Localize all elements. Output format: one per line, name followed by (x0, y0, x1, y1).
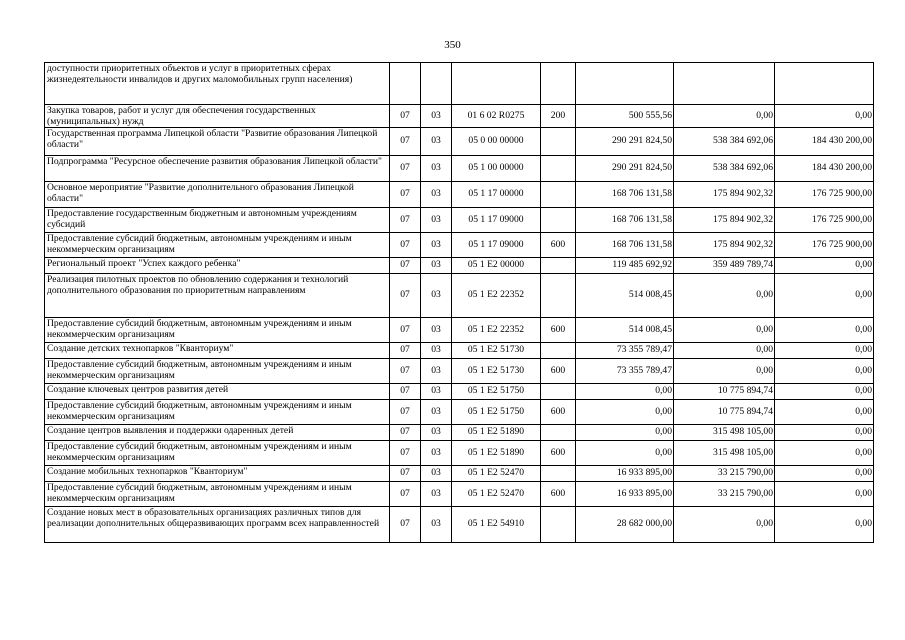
target-article-cell: 05 1 E2 00000 (452, 258, 541, 274)
amount-year3-cell: 0,00 (775, 274, 874, 318)
row-name-cell: Предоставление субсидий бюджетным, автономным учреждениям и иным некоммерческим организациям (45, 233, 390, 258)
target-article-cell: 05 1 E2 54910 (452, 507, 541, 543)
row-name-cell: Предоставление субсидий бюджетным, автономным учреждениям и иным некоммерческим организациям (45, 318, 390, 343)
razdel-cell: 07 (390, 318, 421, 343)
podrazdel-cell: 03 (421, 156, 452, 182)
razdel-cell: 07 (390, 233, 421, 258)
amount-year1-cell: 73 355 789,47 (576, 343, 674, 359)
amount-year3-cell: 0,00 (775, 384, 874, 400)
podrazdel-cell: 03 (421, 274, 452, 318)
amount-year3-cell: 0,00 (775, 425, 874, 441)
razdel-cell: 07 (390, 441, 421, 466)
row-name-cell: Создание центров выявления и поддержки одаренных детей (45, 425, 390, 441)
amount-year3-cell: 0,00 (775, 105, 874, 128)
target-article-cell: 05 0 00 00000 (452, 128, 541, 156)
table-row (45, 63, 874, 105)
page-number: 350 (444, 39, 461, 51)
amount-year2-cell: 0,00 (674, 359, 775, 384)
amount-year1-cell: 0,00 (576, 425, 674, 441)
podrazdel-cell: 03 (421, 182, 452, 208)
podrazdel-cell: 03 (421, 258, 452, 274)
podrazdel-cell: 03 (421, 384, 452, 400)
amount-year2-cell: 175 894 902,32 (674, 182, 775, 208)
row-name-cell: Государственная программа Липецкой области "Развитие образования Липецкой области" (45, 128, 390, 156)
amount-year1-cell: 514 008,45 (576, 318, 674, 343)
budget-table (44, 62, 874, 543)
amount-year2-cell: 0,00 (674, 105, 775, 128)
expense-type-cell (541, 466, 576, 482)
table-row (45, 105, 874, 128)
row-name-cell: Закупка товаров, работ и услуг для обеспечения государственных (муниципальных) нужд (45, 105, 390, 128)
razdel-cell: 07 (390, 384, 421, 400)
table-row (45, 400, 874, 425)
amount-year3-cell: 176 725 900,00 (775, 208, 874, 233)
razdel-cell: 07 (390, 208, 421, 233)
amount-year3-cell: 0,00 (775, 400, 874, 425)
expense-type-cell: 600 (541, 441, 576, 466)
podrazdel-cell: 03 (421, 233, 452, 258)
table-row (45, 343, 874, 359)
amount-year1-cell: 119 485 692,92 (576, 258, 674, 274)
row-name-cell: Реализация пилотных проектов по обновлению содержания и технологий дополнительного образования по приоритетным направлениям (45, 274, 390, 318)
razdel-cell: 07 (390, 482, 421, 507)
row-name-cell: Создание мобильных технопарков "Кванториум" (45, 466, 390, 482)
podrazdel-cell: 03 (421, 105, 452, 128)
amount-year2-cell: 10 775 894,74 (674, 400, 775, 425)
expense-type-cell (541, 258, 576, 274)
amount-year1-cell: 514 008,45 (576, 274, 674, 318)
amount-year1-cell: 16 933 895,00 (576, 466, 674, 482)
amount-year2-cell (674, 63, 775, 105)
amount-year1-cell: 290 291 824,50 (576, 156, 674, 182)
amount-year2-cell: 538 384 692,06 (674, 128, 775, 156)
amount-year1-cell: 0,00 (576, 441, 674, 466)
target-article-cell (452, 63, 541, 105)
razdel-cell: 07 (390, 156, 421, 182)
razdel-cell: 07 (390, 105, 421, 128)
expense-type-cell: 600 (541, 482, 576, 507)
row-name-cell: Региональный проект "Успех каждого ребенка" (45, 258, 390, 274)
podrazdel-cell: 03 (421, 208, 452, 233)
amount-year2-cell: 33 215 790,00 (674, 466, 775, 482)
target-article-cell: 05 1 17 00000 (452, 182, 541, 208)
amount-year2-cell: 33 215 790,00 (674, 482, 775, 507)
expense-type-cell: 600 (541, 318, 576, 343)
table-row (45, 359, 874, 384)
amount-year1-cell (576, 63, 674, 105)
razdel-cell: 07 (390, 182, 421, 208)
expense-type-cell (541, 208, 576, 233)
amount-year3-cell: 0,00 (775, 482, 874, 507)
expense-type-cell: 600 (541, 233, 576, 258)
amount-year3-cell (775, 63, 874, 105)
target-article-cell: 05 1 E2 22352 (452, 318, 541, 343)
razdel-cell: 07 (390, 128, 421, 156)
razdel-cell: 07 (390, 258, 421, 274)
table-row (45, 425, 874, 441)
podrazdel-cell: 03 (421, 128, 452, 156)
amount-year3-cell: 0,00 (775, 258, 874, 274)
table-row (45, 318, 874, 343)
row-name-cell: Предоставление государственным бюджетным и автономным учреждениям субсидий (45, 208, 390, 233)
amount-year2-cell: 538 384 692,06 (674, 156, 775, 182)
target-article-cell: 01 6 02 R0275 (452, 105, 541, 128)
podrazdel-cell: 03 (421, 507, 452, 543)
amount-year3-cell: 176 725 900,00 (775, 233, 874, 258)
row-name-cell: Предоставление субсидий бюджетным, автономным учреждениям и иным некоммерческим организациям (45, 482, 390, 507)
amount-year1-cell: 0,00 (576, 400, 674, 425)
table-row (45, 441, 874, 466)
target-article-cell: 05 1 E2 51730 (452, 343, 541, 359)
razdel-cell: 07 (390, 507, 421, 543)
target-article-cell: 05 1 17 09000 (452, 208, 541, 233)
expense-type-cell: 600 (541, 359, 576, 384)
amount-year2-cell: 359 489 789,74 (674, 258, 775, 274)
row-name-cell: доступности приоритетных объектов и услуг в приоритетных сферах жизнедеятельности инвалидов и других маломобильных групп населения) (45, 63, 390, 105)
expense-type-cell (541, 384, 576, 400)
amount-year2-cell: 10 775 894,74 (674, 384, 775, 400)
table-row (45, 128, 874, 156)
expense-type-cell (541, 182, 576, 208)
podrazdel-cell: 03 (421, 400, 452, 425)
razdel-cell: 07 (390, 466, 421, 482)
amount-year3-cell: 184 430 200,00 (775, 156, 874, 182)
amount-year1-cell: 73 355 789,47 (576, 359, 674, 384)
expense-type-cell (541, 425, 576, 441)
budget-table-body (45, 63, 874, 543)
amount-year2-cell: 0,00 (674, 318, 775, 343)
amount-year1-cell: 168 706 131,58 (576, 233, 674, 258)
razdel-cell: 07 (390, 400, 421, 425)
row-name-cell: Подпрограмма "Ресурсное обеспечение развития образования Липецкой области" (45, 156, 390, 182)
table-row (45, 384, 874, 400)
row-name-cell: Предоставление субсидий бюджетным, автономным учреждениям и иным некоммерческим организациям (45, 359, 390, 384)
amount-year2-cell: 315 498 105,00 (674, 441, 775, 466)
target-article-cell: 05 1 00 00000 (452, 156, 541, 182)
amount-year3-cell: 0,00 (775, 466, 874, 482)
podrazdel-cell: 03 (421, 441, 452, 466)
table-row (45, 466, 874, 482)
podrazdel-cell: 03 (421, 318, 452, 343)
expense-type-cell (541, 507, 576, 543)
podrazdel-cell: 03 (421, 343, 452, 359)
amount-year3-cell: 0,00 (775, 318, 874, 343)
amount-year1-cell: 500 555,56 (576, 105, 674, 128)
razdel-cell: 07 (390, 343, 421, 359)
row-name-cell: Предоставление субсидий бюджетным, автономным учреждениям и иным некоммерческим организациям (45, 441, 390, 466)
table-row (45, 507, 874, 543)
amount-year3-cell: 0,00 (775, 359, 874, 384)
amount-year2-cell: 0,00 (674, 274, 775, 318)
podrazdel-cell: 03 (421, 482, 452, 507)
expense-type-cell (541, 63, 576, 105)
amount-year1-cell: 168 706 131,58 (576, 182, 674, 208)
row-name-cell: Предоставление субсидий бюджетным, автономным учреждениям и иным некоммерческим организациям (45, 400, 390, 425)
target-article-cell: 05 1 E2 51890 (452, 441, 541, 466)
table-row (45, 258, 874, 274)
podrazdel-cell (421, 63, 452, 105)
expense-type-cell (541, 156, 576, 182)
target-article-cell: 05 1 E2 52470 (452, 466, 541, 482)
amount-year2-cell: 0,00 (674, 507, 775, 543)
target-article-cell: 05 1 E2 22352 (452, 274, 541, 318)
amount-year3-cell: 176 725 900,00 (775, 182, 874, 208)
podrazdel-cell: 03 (421, 425, 452, 441)
expense-type-cell: 200 (541, 105, 576, 128)
amount-year2-cell: 175 894 902,32 (674, 208, 775, 233)
target-article-cell: 05 1 E2 51750 (452, 384, 541, 400)
razdel-cell (390, 63, 421, 105)
amount-year3-cell: 184 430 200,00 (775, 128, 874, 156)
table-row (45, 233, 874, 258)
amount-year2-cell: 0,00 (674, 343, 775, 359)
amount-year3-cell: 0,00 (775, 507, 874, 543)
table-row (45, 182, 874, 208)
table-row (45, 482, 874, 507)
amount-year2-cell: 315 498 105,00 (674, 425, 775, 441)
row-name-cell: Создание новых мест в образовательных организациях различных типов для реализации дополнительных общеразвивающих программ всех направленностей (45, 507, 390, 543)
expense-type-cell (541, 274, 576, 318)
target-article-cell: 05 1 17 09000 (452, 233, 541, 258)
razdel-cell: 07 (390, 359, 421, 384)
podrazdel-cell: 03 (421, 359, 452, 384)
row-name-cell: Создание детских технопарков "Кванториум" (45, 343, 390, 359)
amount-year1-cell: 168 706 131,58 (576, 208, 674, 233)
row-name-cell: Создание ключевых центров развития детей (45, 384, 390, 400)
amount-year1-cell: 28 682 000,00 (576, 507, 674, 543)
target-article-cell: 05 1 E2 51750 (452, 400, 541, 425)
amount-year3-cell: 0,00 (775, 343, 874, 359)
amount-year1-cell: 0,00 (576, 384, 674, 400)
amount-year2-cell: 175 894 902,32 (674, 233, 775, 258)
amount-year1-cell: 290 291 824,50 (576, 128, 674, 156)
target-article-cell: 05 1 E2 52470 (452, 482, 541, 507)
table-row (45, 208, 874, 233)
row-name-cell: Основное мероприятие "Развитие дополнительного образования Липецкой области" (45, 182, 390, 208)
amount-year1-cell: 16 933 895,00 (576, 482, 674, 507)
razdel-cell: 07 (390, 425, 421, 441)
table-row (45, 274, 874, 318)
expense-type-cell (541, 343, 576, 359)
podrazdel-cell: 03 (421, 466, 452, 482)
target-article-cell: 05 1 E2 51890 (452, 425, 541, 441)
table-row (45, 156, 874, 182)
expense-type-cell (541, 128, 576, 156)
razdel-cell: 07 (390, 274, 421, 318)
expense-type-cell: 600 (541, 400, 576, 425)
amount-year3-cell: 0,00 (775, 441, 874, 466)
target-article-cell: 05 1 E2 51730 (452, 359, 541, 384)
